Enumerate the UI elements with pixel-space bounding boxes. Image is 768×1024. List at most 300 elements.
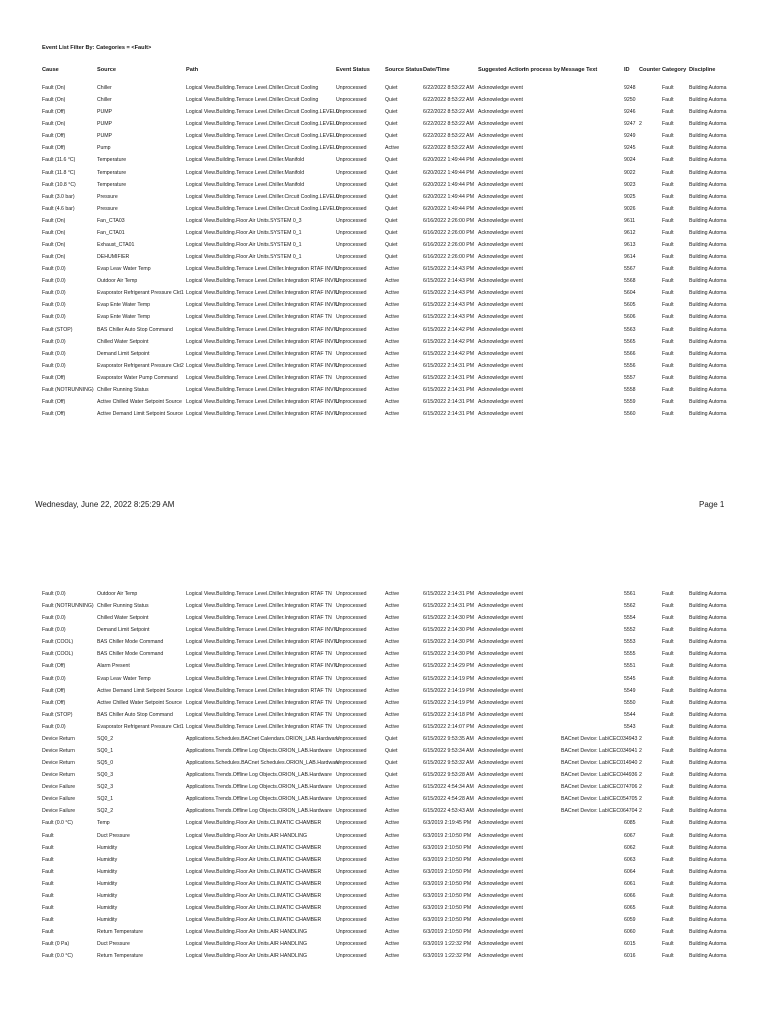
cell-path: Logical View.Building.Terrace Level.Chiller.Integration RTAF TN [186, 687, 332, 694]
cell-discipline: Building Automa [689, 591, 727, 597]
table-row[interactable] [0, 168, 768, 180]
table-row[interactable] [0, 867, 768, 879]
table-row[interactable] [0, 337, 768, 349]
cell-path: Logical View.Building.Terrace Level.Chiller.Integration RTAF INVIU [186, 663, 339, 670]
cell-discipline: Building Automa [689, 844, 727, 851]
table-row[interactable] [0, 661, 768, 673]
cell-id: 6062 [624, 844, 636, 851]
cell-event-status: Unprocessed [336, 748, 367, 755]
cell-event-status: Unprocessed [336, 615, 367, 622]
cell-event-status: Unprocessed [336, 85, 367, 91]
cell-category: Fault [662, 326, 674, 333]
cell-source: BAS Chiller Mode Command [97, 651, 164, 658]
cell-id: 9612 [624, 229, 636, 236]
cell-category: Fault [662, 808, 674, 815]
cell-path: Applications.Trends.Offline Log Objects.ORION_LAB.Hardware [186, 784, 332, 791]
table-row[interactable] [0, 818, 768, 830]
table-row[interactable] [0, 613, 768, 625]
cell-source: Pressure [97, 205, 118, 212]
cell-event-status: Unprocessed [336, 399, 367, 406]
cell-event-status: Unprocessed [336, 254, 367, 261]
cell-suggested-action: Acknowledge event [478, 820, 523, 827]
cell-category: Fault [662, 832, 674, 839]
cell-cause: Device Return [42, 735, 75, 742]
cell-suggested-action: Acknowledge event [478, 266, 523, 273]
cell-category: Fault [662, 362, 674, 369]
cell-discipline: Building Automa [689, 181, 727, 188]
cell-id: 5566 [624, 350, 636, 357]
cell-source-status: Active [385, 145, 400, 152]
cell-id: 5604 [624, 290, 636, 297]
cell-category: Fault [662, 242, 674, 249]
cell-id: 9026 [624, 205, 636, 212]
cell-id: 5561 [624, 591, 636, 597]
header-source: Source [97, 67, 116, 73]
cell-source: Chiller Running Status [97, 386, 149, 393]
cell-category: Fault [662, 338, 674, 345]
cell-event-status: Unprocessed [336, 121, 367, 128]
table-row[interactable] [0, 385, 768, 397]
cell-path: Logical View.Building.Terrace Level.Chiller.Integration RTAF TN [186, 374, 332, 381]
cell-path: Logical View.Building.Floor.Air Units.AIR HANDLING [186, 929, 307, 936]
cell-category: Fault [662, 905, 674, 912]
cell-source: Demand Limit Setpoint [97, 627, 150, 634]
cell-discipline: Building Automa [689, 350, 727, 357]
table-row[interactable] [0, 180, 768, 192]
cell-datetime: 6/3/2019 2:10:50 PM [423, 844, 472, 851]
cell-source: Outdoor Air Temp [97, 278, 138, 285]
cell-source: Active Chilled Water Setpoint Source [97, 699, 182, 706]
table-row[interactable] [0, 276, 768, 288]
cell-discipline: Building Automa [689, 639, 727, 646]
cell-category: Fault [662, 651, 674, 658]
table-row[interactable] [0, 155, 768, 167]
table-row[interactable] [0, 397, 768, 409]
cell-event-status: Unprocessed [336, 266, 367, 273]
cell-suggested-action: Acknowledge event [478, 856, 523, 863]
table-row[interactable] [0, 119, 768, 131]
cell-discipline: Building Automa [689, 917, 727, 924]
table-row[interactable] [0, 831, 768, 843]
cell-cause: Fault [42, 917, 54, 924]
cell-id: 5558 [624, 386, 636, 393]
cell-id: 9250 [624, 97, 636, 104]
table-row[interactable] [0, 794, 768, 806]
cell-cause: Fault (0.0) [42, 615, 66, 622]
cell-datetime: 6/3/2019 2:10:50 PM [423, 917, 472, 924]
header-counter: Counter [639, 67, 661, 73]
table-row[interactable] [0, 409, 768, 421]
table-row[interactable] [0, 252, 768, 264]
table-row[interactable] [0, 698, 768, 710]
table-row[interactable] [0, 373, 768, 385]
cell-category: Fault [662, 278, 674, 285]
cell-event-status: Unprocessed [336, 157, 367, 164]
cell-discipline: Building Automa [689, 97, 727, 104]
cell-datetime: 6/15/2022 2:14:19 PM [423, 699, 475, 706]
cell-id: 9024 [624, 157, 636, 164]
cell-source: SQ2_3 [97, 784, 114, 791]
cell-datetime: 6/22/2022 8:53:22 AM [423, 85, 474, 91]
cell-cause: Fault [42, 880, 54, 887]
cell-path: Logical View.Building.Floor.Air Units.AIR HANDLING [186, 832, 307, 839]
cell-cause: Device Failure [42, 784, 76, 791]
cell-id: 5551 [624, 663, 636, 670]
cell-category: Fault [662, 603, 674, 610]
cell-suggested-action: Acknowledge event [478, 85, 523, 91]
cell-event-status: Unprocessed [336, 374, 367, 381]
cell-source: Evaporator Water Pump Command [97, 374, 178, 381]
table-row[interactable] [0, 325, 768, 337]
table-row[interactable] [0, 143, 768, 155]
cell-event-status: Unprocessed [336, 796, 367, 803]
table-row[interactable] [0, 939, 768, 951]
table-row[interactable] [0, 951, 768, 963]
cell-datetime: 6/15/2022 2:14:43 PM [423, 278, 475, 285]
cell-suggested-action: Acknowledge event [478, 615, 523, 622]
table-row[interactable] [0, 879, 768, 891]
cell-category: Fault [662, 856, 674, 863]
cell-event-status: Unprocessed [336, 603, 367, 610]
table-row[interactable] [0, 228, 768, 240]
cell-id: 5560 [624, 411, 636, 418]
cell-discipline: Building Automa [689, 399, 727, 406]
table-row[interactable] [0, 710, 768, 722]
cell-source-status: Active [385, 723, 400, 730]
cell-discipline: Building Automa [689, 302, 727, 309]
cell-id: 9022 [624, 169, 636, 176]
cell-source-status: Active [385, 820, 400, 827]
cell-discipline: Building Automa [689, 603, 727, 610]
cell-cause: Fault (3.0 bar) [42, 193, 75, 200]
cell-source: Chiller Running Status [97, 603, 149, 610]
table-row[interactable] [0, 131, 768, 143]
cell-id: 6067 [624, 832, 636, 839]
cell-event-status: Unprocessed [336, 386, 367, 393]
cell-source: Chiller [97, 97, 112, 104]
cell-datetime: 6/15/2022 2:14:19 PM [423, 687, 475, 694]
cell-path: Logical View.Building.Terrace Level.Chiller.Circuit Cooling.LEVEL0 [186, 109, 339, 116]
table-row[interactable] [0, 915, 768, 927]
cell-suggested-action: Acknowledge event [478, 181, 523, 188]
cell-id: 9611 [624, 217, 636, 224]
table-row[interactable] [0, 349, 768, 361]
cell-suggested-action: Acknowledge event [478, 953, 523, 960]
cell-source: PUMP [97, 121, 112, 128]
cell-source-status: Active [385, 905, 400, 912]
event-table-page1 [0, 83, 768, 421]
cell-source-status: Quiet [385, 242, 398, 249]
cell-datetime: 6/15/2022 4:54:28 AM [423, 796, 474, 803]
cell-source-status: Active [385, 278, 400, 285]
cell-source-status: Active [385, 362, 400, 369]
cell-discipline: Building Automa [689, 820, 727, 827]
cell-event-status: Unprocessed [336, 808, 367, 815]
table-row[interactable] [0, 806, 768, 818]
cell-counter: 2 [639, 772, 642, 779]
cell-source-status: Quiet [385, 97, 398, 104]
cell-source: Temperature [97, 169, 127, 176]
cell-path: Applications.Schedules.BACnet Calendars.ORION_LAB.Hardware [186, 735, 340, 742]
cell-event-status: Unprocessed [336, 699, 367, 706]
table-row[interactable] [0, 855, 768, 867]
cell-discipline: Building Automa [689, 145, 727, 152]
table-header [0, 67, 768, 77]
cell-category: Fault [662, 386, 674, 393]
table-row[interactable] [0, 782, 768, 794]
cell-source-status: Active [385, 338, 400, 345]
table-row[interactable] [0, 843, 768, 855]
cell-path: Logical View.Building.Terrace Level.Chiller.Integration RTAF INVIU [186, 399, 339, 406]
cell-datetime: 6/15/2022 2:14:29 PM [423, 663, 475, 670]
cell-path: Logical View.Building.Floor.Air Units.CLIMATIC CHAMBER [186, 905, 322, 912]
cell-cause: Device Return [42, 748, 75, 755]
cell-source: Humidity [97, 844, 118, 851]
cell-discipline: Building Automa [689, 157, 727, 164]
table-row[interactable] [0, 649, 768, 661]
cell-category: Fault [662, 85, 674, 91]
cell-suggested-action: Acknowledge event [478, 832, 523, 839]
cell-event-status: Unprocessed [336, 880, 367, 887]
cell-source: Chilled Water Setpoint [97, 338, 149, 345]
cell-suggested-action: Acknowledge event [478, 651, 523, 658]
cell-event-status: Unprocessed [336, 229, 367, 236]
cell-suggested-action: Acknowledge event [478, 929, 523, 936]
cell-cause: Fault [42, 856, 54, 863]
cell-cause: Fault (Off) [42, 109, 66, 116]
cell-category: Fault [662, 953, 674, 960]
table-row[interactable] [0, 686, 768, 698]
table-row[interactable] [0, 770, 768, 782]
cell-source-status: Quiet [385, 217, 398, 224]
cell-datetime: 6/15/2022 4:53:43 AM [423, 808, 474, 815]
cell-source: Humidity [97, 905, 118, 912]
cell-cause: Fault (4.6 bar) [42, 205, 75, 212]
cell-event-status: Unprocessed [336, 205, 367, 212]
cell-discipline: Building Automa [689, 290, 727, 297]
cell-cause: Fault [42, 892, 54, 899]
cell-message-text: BACnet Device: Lab\CEC034943 [561, 735, 638, 742]
cell-datetime: 6/15/2022 2:14:07 PM [423, 723, 475, 730]
cell-path: Logical View.Building.Terrace Level.Chiller.Integration RTAF TN [186, 723, 332, 730]
cell-source-status: Active [385, 266, 400, 273]
cell-source: PUMP [97, 133, 112, 140]
cell-source: Humidity [97, 856, 118, 863]
cell-category: Fault [662, 675, 674, 682]
cell-path: Applications.Schedules.BACnet Schedules.ORION_LAB.Hardware [186, 760, 340, 767]
cell-cause: Device Return [42, 772, 75, 779]
cell-cause: Fault [42, 844, 54, 851]
cell-event-status: Unprocessed [336, 953, 367, 960]
cell-cause: Fault (On) [42, 229, 66, 236]
cell-category: Fault [662, 615, 674, 622]
cell-cause: Fault (10.8 °C) [42, 181, 76, 188]
cell-id: 6066 [624, 892, 636, 899]
cell-path: Logical View.Building.Terrace Level.Chiller.Circuit Cooling.LEVEL0 [186, 205, 339, 212]
cell-id: 5553 [624, 639, 636, 646]
header-id: ID [624, 67, 630, 73]
cell-datetime: 6/3/2019 2:10:50 PM [423, 868, 472, 875]
table-row[interactable] [0, 300, 768, 312]
table-row[interactable] [0, 637, 768, 649]
cell-source: Pump [97, 145, 111, 152]
cell-cause: Fault (0.0) [42, 266, 66, 273]
cell-event-status: Unprocessed [336, 687, 367, 694]
cell-id: 5568 [624, 278, 636, 285]
cell-category: Fault [662, 109, 674, 116]
table-row[interactable] [0, 746, 768, 758]
cell-discipline: Building Automa [689, 169, 727, 176]
cell-cause: Fault (0.0) [42, 278, 66, 285]
cell-path: Logical View.Building.Terrace Level.Chiller.Integration RTAF TN [186, 603, 332, 610]
cell-source-status: Quiet [385, 254, 398, 261]
cell-path: Logical View.Building.Floor.Air Units.CLIMATIC CHAMBER [186, 844, 322, 851]
cell-counter: 2 [639, 808, 642, 815]
cell-discipline: Building Automa [689, 411, 727, 418]
table-row[interactable] [0, 107, 768, 119]
cell-discipline: Building Automa [689, 953, 727, 960]
table-row[interactable] [0, 240, 768, 252]
cell-event-status: Unprocessed [336, 905, 367, 912]
table-row[interactable] [0, 589, 768, 601]
cell-suggested-action: Acknowledge event [478, 205, 523, 212]
table-row[interactable] [0, 722, 768, 734]
table-row[interactable] [0, 264, 768, 276]
cell-datetime: 6/22/2022 8:53:22 AM [423, 121, 474, 128]
cell-message-text: BACnet Device: Lab\CEC074706 [561, 784, 638, 791]
cell-path: Logical View.Building.Terrace Level.Chiller.Manifold [186, 157, 305, 164]
cell-id: 5567 [624, 266, 636, 273]
cell-datetime: 6/15/2022 4:54:34 AM [423, 784, 474, 791]
cell-suggested-action: Acknowledge event [478, 796, 523, 803]
cell-datetime: 6/15/2022 2:14:31 PM [423, 411, 475, 418]
cell-category: Fault [662, 157, 674, 164]
cell-datetime: 6/15/2022 2:14:31 PM [423, 399, 475, 406]
cell-event-status: Unprocessed [336, 169, 367, 176]
cell-source-status: Active [385, 917, 400, 924]
cell-event-status: Unprocessed [336, 772, 367, 779]
cell-suggested-action: Acknowledge event [478, 711, 523, 718]
table-row[interactable] [0, 903, 768, 915]
cell-source-status: Active [385, 953, 400, 960]
cell-source: Alarm Present [97, 663, 130, 670]
cell-datetime: 6/3/2019 2:10:50 PM [423, 856, 472, 863]
table-row[interactable] [0, 312, 768, 324]
cell-datetime: 6/15/2022 2:14:43 PM [423, 290, 475, 297]
table-row[interactable] [0, 674, 768, 686]
cell-source-status: Quiet [385, 229, 398, 236]
cell-discipline: Building Automa [689, 856, 727, 863]
cell-source-status: Active [385, 699, 400, 706]
cell-source: Evaporator Refrigerant Pressure Ckt2 [97, 362, 184, 369]
cell-suggested-action: Acknowledge event [478, 290, 523, 297]
cell-source-status: Quiet [385, 181, 398, 188]
cell-discipline: Building Automa [689, 133, 727, 140]
table-row[interactable] [0, 216, 768, 228]
table-row[interactable] [0, 361, 768, 373]
cell-event-status: Unprocessed [336, 591, 367, 597]
cell-path: Logical View.Building.Terrace Level.Chiller.Circuit Cooling [186, 85, 319, 91]
cell-source-status: Active [385, 784, 400, 791]
cell-source-status: Quiet [385, 735, 398, 742]
cell-discipline: Building Automa [689, 338, 727, 345]
cell-category: Fault [662, 169, 674, 176]
cell-path: Logical View.Building.Terrace Level.Chiller.Circuit Cooling.LEVEL0 [186, 193, 339, 200]
cell-path: Logical View.Building.Terrace Level.Chiller.Integration RTAF TN [186, 651, 332, 658]
cell-id: 5555 [624, 651, 636, 658]
cell-datetime: 6/15/2022 2:14:42 PM [423, 326, 475, 333]
cell-path: Logical View.Building.Terrace Level.Chiller.Integration RTAF INVIU [186, 266, 339, 273]
cell-category: Fault [662, 205, 674, 212]
cell-category: Fault [662, 314, 674, 321]
cell-counter: 2 [639, 121, 642, 128]
table-row[interactable] [0, 625, 768, 637]
table-row[interactable] [0, 288, 768, 300]
cell-id: 5562 [624, 603, 636, 610]
table-row[interactable] [0, 601, 768, 613]
table-row[interactable] [0, 95, 768, 107]
cell-path: Logical View.Building.Floor.Air Units.CLIMATIC CHAMBER [186, 856, 322, 863]
table-row[interactable] [0, 891, 768, 903]
cell-discipline: Building Automa [689, 772, 727, 779]
table-row[interactable] [0, 204, 768, 216]
cell-suggested-action: Acknowledge event [478, 844, 523, 851]
cell-source-status: Active [385, 591, 400, 597]
cell-counter: 2 [639, 796, 642, 803]
cell-datetime: 6/16/2022 2:26:00 PM [423, 217, 475, 224]
table-row[interactable] [0, 192, 768, 204]
cell-suggested-action: Acknowledge event [478, 663, 523, 670]
cell-category: Fault [662, 411, 674, 418]
cell-discipline: Building Automa [689, 808, 727, 815]
table-row[interactable] [0, 83, 768, 95]
cell-source-status: Active [385, 687, 400, 694]
cell-suggested-action: Acknowledge event [478, 217, 523, 224]
cell-source-status: Quiet [385, 772, 398, 779]
cell-source-status: Quiet [385, 169, 398, 176]
cell-suggested-action: Acknowledge event [478, 121, 523, 128]
table-row[interactable] [0, 758, 768, 770]
header-datetime: Date/Time [423, 67, 450, 73]
cell-suggested-action: Acknowledge event [478, 760, 523, 767]
cell-discipline: Building Automa [689, 326, 727, 333]
cell-source: Fan_CTA01 [97, 229, 125, 236]
cell-source: Chiller [97, 85, 112, 91]
cell-datetime: 6/15/2022 2:14:30 PM [423, 639, 475, 646]
cell-path: Logical View.Building.Floor.Air Units.SYSTEM 0_1 [186, 229, 302, 236]
cell-source: Demand Limit Setpoint [97, 350, 150, 357]
cell-source-status: Active [385, 796, 400, 803]
cell-path: Applications.Trends.Offline Log Objects.ORION_LAB.Hardware [186, 808, 332, 815]
cell-datetime: 6/22/2022 8:53:22 AM [423, 145, 474, 152]
cell-path: Logical View.Building.Floor.Air Units.AIR HANDLING [186, 953, 307, 960]
cell-suggested-action: Acknowledge event [478, 97, 523, 104]
cell-datetime: 6/15/2022 2:14:31 PM [423, 603, 475, 610]
cell-source-status: Active [385, 832, 400, 839]
cell-source: Evap Ente Water Temp [97, 302, 151, 309]
cell-event-status: Unprocessed [336, 302, 367, 309]
cell-category: Fault [662, 941, 674, 948]
cell-category: Fault [662, 796, 674, 803]
cell-event-status: Unprocessed [336, 97, 367, 104]
cell-discipline: Building Automa [689, 193, 727, 200]
table-row[interactable] [0, 734, 768, 746]
cell-source: BAS Chiller Auto Stop Command [97, 711, 173, 718]
table-row[interactable] [0, 927, 768, 939]
cell-counter: 2 [639, 760, 642, 767]
cell-event-status: Unprocessed [336, 314, 367, 321]
cell-cause: Fault (On) [42, 97, 66, 104]
